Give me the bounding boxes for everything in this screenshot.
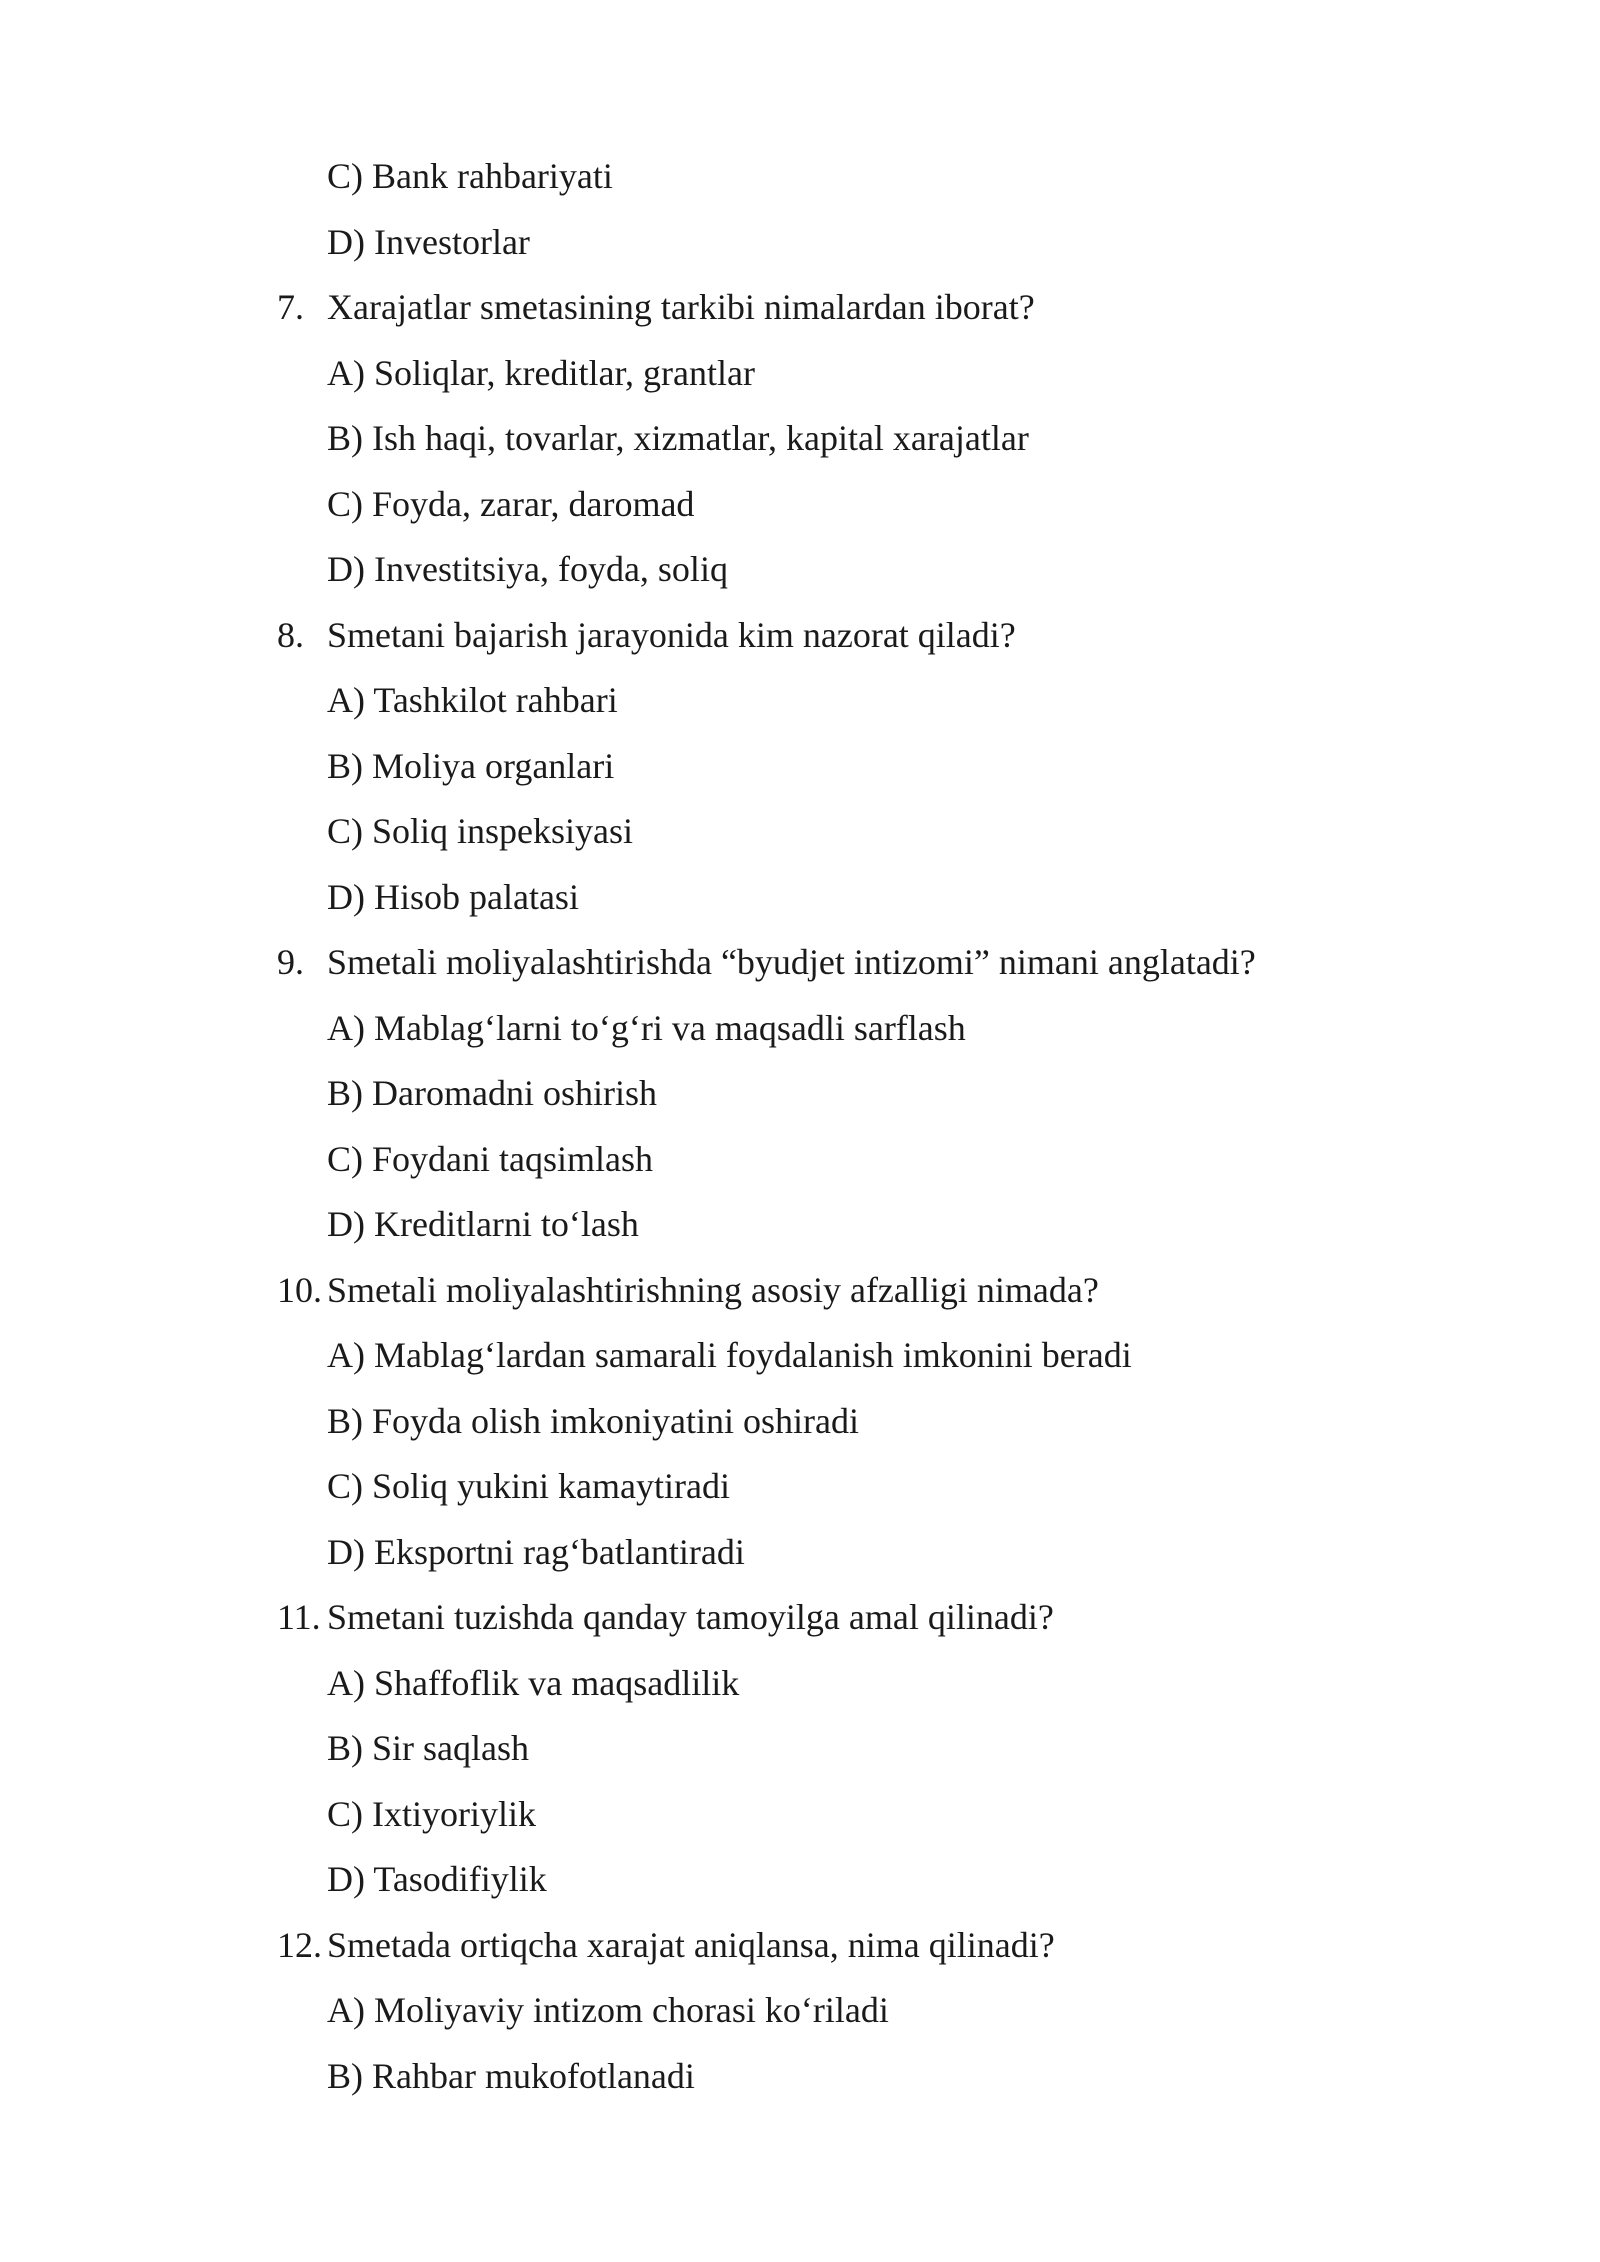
answer-option: D) Investitsiya, foyda, soliq bbox=[327, 549, 728, 589]
answer-option: A) Moliyaviy intizom chorasi ko‘riladi bbox=[327, 1990, 889, 2030]
question-text: Smetada ortiqcha xarajat aniqlansa, nima qilinadi? bbox=[327, 1924, 1055, 1965]
question-number: 8. bbox=[277, 614, 304, 655]
question-number: 9. bbox=[277, 942, 304, 982]
answer-option: A) Mablag‘lardan samarali foydalanish imkonini beradi bbox=[327, 1335, 1132, 1375]
answer-option: C) Soliq inspeksiyasi bbox=[327, 811, 634, 851]
answer-option: C) Soliq yukini kamaytiradi bbox=[327, 1466, 730, 1506]
answer-option: A) Soliqlar, kreditlar, grantlar bbox=[327, 352, 755, 393]
question-text: Smetali moliyalashtirishda “byudjet intizomi” nimani anglatadi? bbox=[327, 942, 1256, 982]
question-text: Smetani tuzishda qanday tamoyilga amal qilinadi? bbox=[327, 1597, 1054, 1637]
question-text: Xarajatlar smetasining tarkibi nimalardan iborat? bbox=[327, 287, 1035, 327]
answer-option: D) Tasodifiylik bbox=[327, 1859, 547, 1899]
answer-option: A) Mablag‘larni to‘g‘ri va maqsadli sarflash bbox=[327, 1007, 966, 1048]
question-line bbox=[277, 1268, 1099, 1312]
answer-option: B) Daromadni oshirish bbox=[327, 1073, 657, 1113]
answer-option: B) Sir saqlash bbox=[327, 1728, 529, 1768]
answer-option: C) Foyda, zarar, daromad bbox=[327, 483, 695, 524]
answer-option: A) Tashkilot rahbari bbox=[327, 680, 618, 720]
answer-option: D) Hisob palatasi bbox=[327, 876, 579, 917]
answer-option: B) Moliya organlari bbox=[327, 745, 615, 786]
question-number: 10. bbox=[277, 1269, 322, 1310]
answer-option: B) Rahbar mukofotlanadi bbox=[327, 2055, 695, 2096]
question-number: 12. bbox=[277, 1924, 322, 1965]
question-line bbox=[277, 613, 1016, 657]
question-number: 7. bbox=[277, 287, 304, 327]
answer-option: D) Investorlar bbox=[327, 221, 530, 262]
question-number: 11. bbox=[277, 1597, 321, 1637]
question-line bbox=[277, 1595, 1054, 1639]
answer-option: D) Eksportni rag‘batlantiradi bbox=[327, 1531, 745, 1572]
answer-option: C) Foydani taqsimlash bbox=[327, 1138, 653, 1179]
question-text: Smetani bajarish jarayonida kim nazorat qiladi? bbox=[327, 614, 1016, 655]
question-line bbox=[277, 285, 1035, 329]
question-line bbox=[277, 1923, 1055, 1967]
answer-option: C) Ixtiyoriylik bbox=[327, 1793, 536, 1834]
answer-option: C) Bank rahbariyati bbox=[327, 156, 613, 196]
question-line bbox=[277, 940, 1256, 984]
answer-option: A) Shaffoflik va maqsadlilik bbox=[327, 1662, 740, 1703]
answer-option: B) Foyda olish imkoniyatini oshiradi bbox=[327, 1400, 859, 1441]
answer-option: B) Ish haqi, tovarlar, xizmatlar, kapital xarajatlar bbox=[327, 418, 1029, 458]
question-text: Smetali moliyalashtirishning asosiy afzalligi nimada? bbox=[327, 1269, 1099, 1310]
answer-option: D) Kreditlarni to‘lash bbox=[327, 1204, 639, 1244]
